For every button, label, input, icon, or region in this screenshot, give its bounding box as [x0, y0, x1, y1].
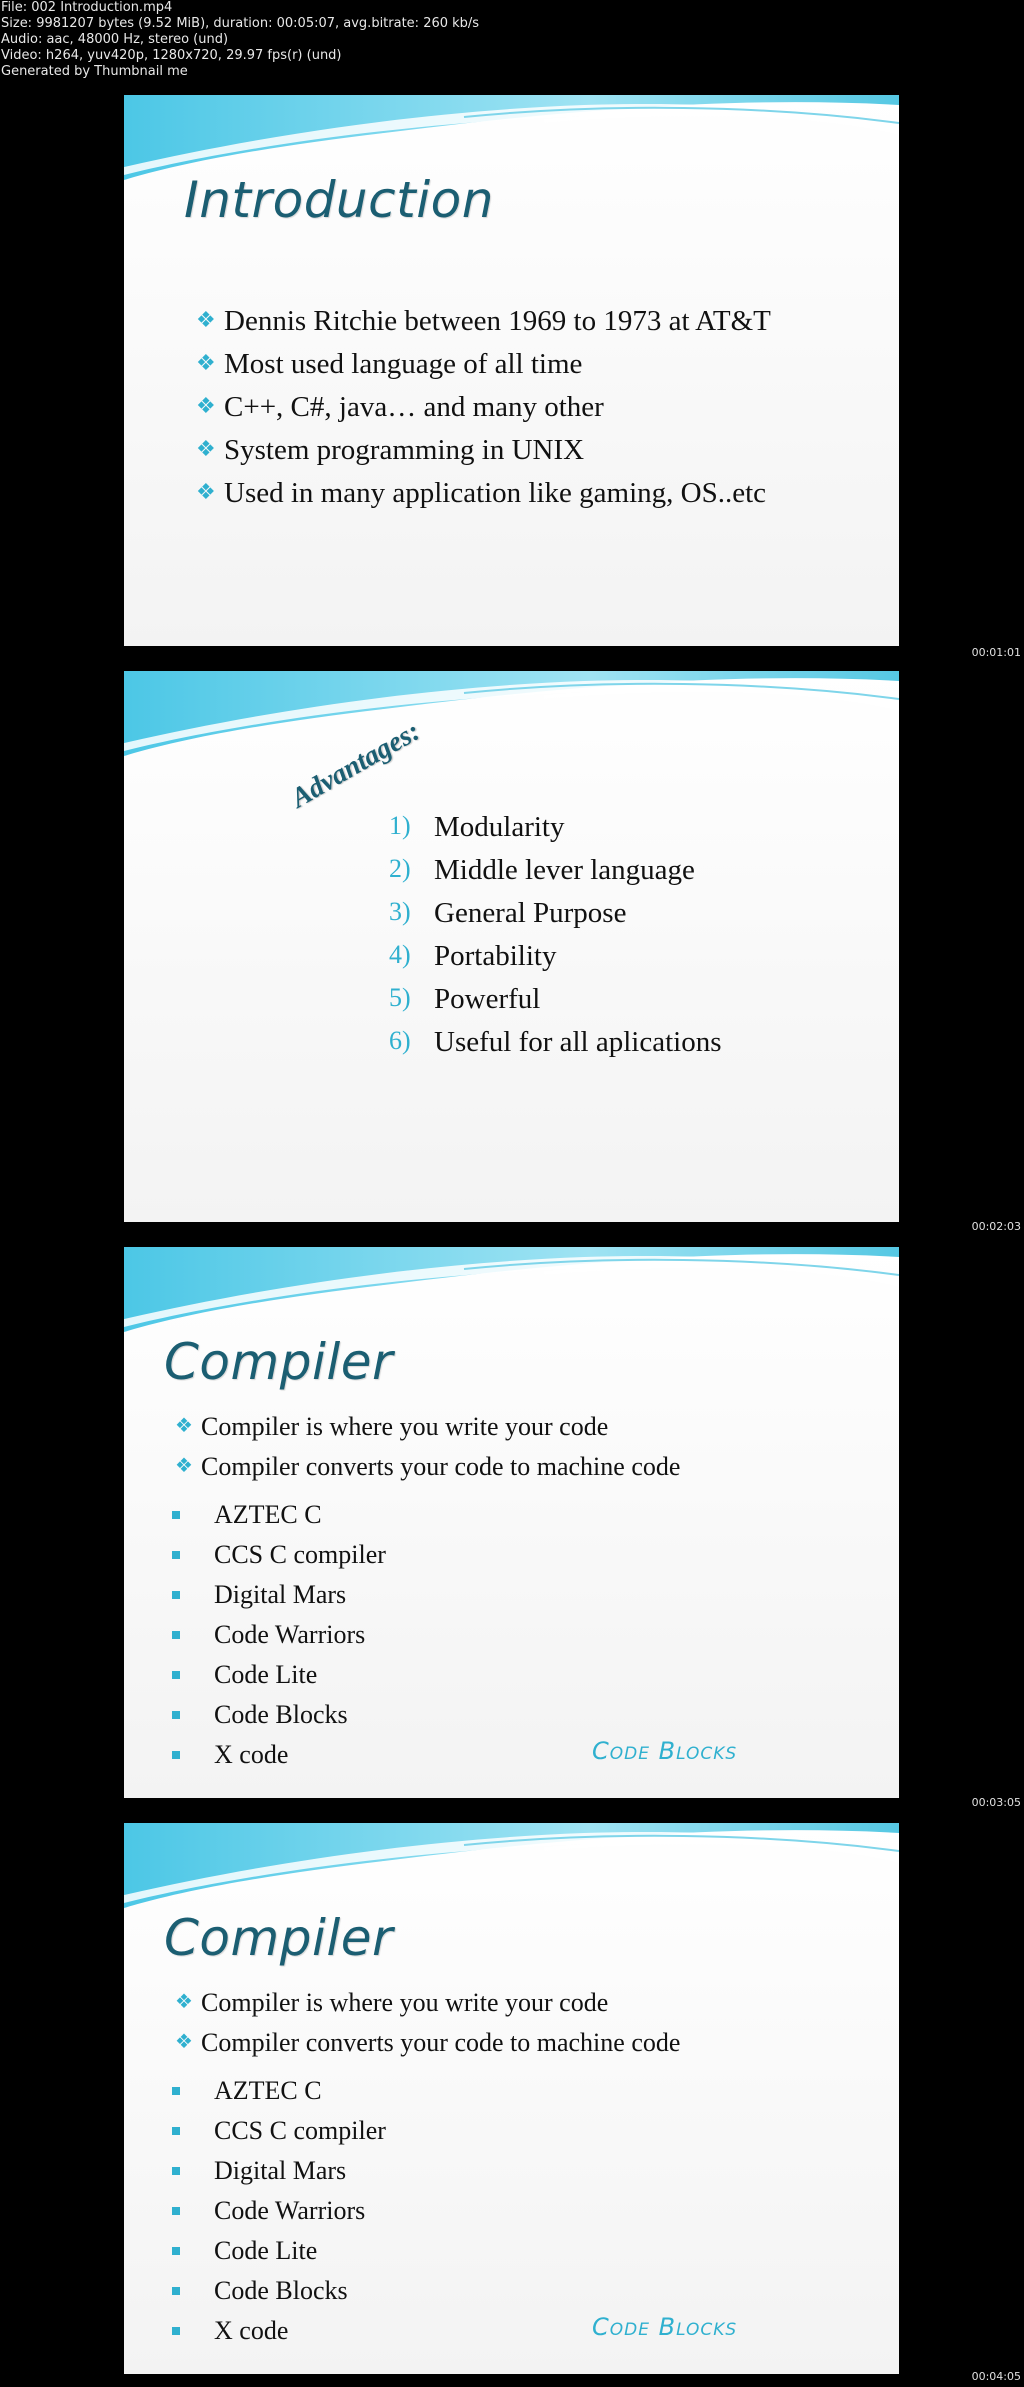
square-bullet-icon — [172, 2087, 180, 2095]
thumbnail-frame-2[interactable]: Advantages: 1) Modularity 2) Middle lever language 3) General Purpose 4) Portability 5) Powerful 6) Useful for all aplications — [124, 671, 899, 1222]
square-bullet-icon — [172, 1631, 180, 1639]
thumbnail-frame-4[interactable]: Compiler ❖ Compiler is where you write your code ❖ Compiler converts your code to machine code AZTEC C CCS C compiler Digital Mars Code Warriors Code Lite Code Blocks X code Code Blocks — [124, 1823, 899, 2374]
timestamp: 00:04:05 — [971, 2370, 1021, 2383]
square-bullet-icon — [172, 2287, 180, 2295]
wave-decoration — [124, 671, 899, 771]
slide-title: Introduction — [184, 171, 494, 229]
square-bullet-icon — [172, 2207, 180, 2215]
thumbnail-frame-3[interactable]: Compiler ❖ Compiler is where you write your code ❖ Compiler converts your code to machine code AZTEC C CCS C compiler Digital Mars Code Warriors Code Lite Code Blocks X code Code Blocks — [124, 1247, 899, 1798]
timestamp: 00:03:05 — [971, 1796, 1021, 1809]
square-bullet-icon — [172, 1711, 180, 1719]
diamond-bullet-icon: ❖ — [196, 307, 216, 332]
slide-title: Compiler — [164, 1333, 394, 1391]
diamond-bullet-icon: ❖ — [175, 1415, 193, 1437]
diamond-bullet-icon: ❖ — [196, 350, 216, 375]
square-bullet-icon — [172, 2327, 180, 2335]
video-info-header — [1, 0, 479, 80]
timestamp: 00:01:01 — [971, 646, 1021, 659]
square-bullet-icon — [172, 1671, 180, 1679]
square-bullet-icon — [172, 2167, 180, 2175]
advantages-heading: Advantages: — [286, 715, 426, 815]
diamond-bullet-icon: ❖ — [196, 479, 216, 504]
file-line: File: 002 Introduction.mp4 — [1, 0, 173, 15]
slide-title: Compiler — [164, 1909, 394, 1967]
square-bullet-icon — [172, 1511, 180, 1519]
video-line: Video: h264, yuv420p, 1280x720, 29.97 fps(r) (und) — [1, 48, 342, 63]
square-bullet-icon — [172, 1591, 180, 1599]
wave-decoration — [124, 1823, 899, 1923]
square-bullet-icon — [172, 1751, 180, 1759]
code-blocks-logo: Code Blocks — [592, 1737, 738, 1765]
diamond-bullet-icon: ❖ — [175, 2031, 193, 2053]
generator-line: Generated by Thumbnail me — [1, 64, 188, 79]
square-bullet-icon — [172, 1551, 180, 1559]
square-bullet-icon — [172, 2127, 180, 2135]
audio-line: Audio: aac, 48000 Hz, stereo (und) — [1, 32, 229, 47]
size-line: Size: 9981207 bytes (9.52 MiB), duration: 00:05:07, avg.bitrate: 260 kb/s — [1, 16, 480, 31]
square-bullet-icon — [172, 2247, 180, 2255]
thumbnail-frame-1[interactable]: Introduction ❖ Dennis Ritchie between 1969 to 1973 at AT&T ❖ Most used language of all time ❖ C++, C#, java… and many other ❖ System programming in UNIX ❖ Used in many application like gaming, OS..etc — [124, 95, 899, 646]
code-blocks-logo: Code Blocks — [592, 2313, 738, 2341]
wave-decoration — [124, 1247, 899, 1347]
diamond-bullet-icon: ❖ — [196, 393, 216, 418]
diamond-bullet-icon: ❖ — [196, 436, 216, 461]
diamond-bullet-icon: ❖ — [175, 1455, 193, 1477]
diamond-bullet-icon: ❖ — [175, 1991, 193, 2013]
timestamp: 00:02:03 — [971, 1220, 1021, 1233]
